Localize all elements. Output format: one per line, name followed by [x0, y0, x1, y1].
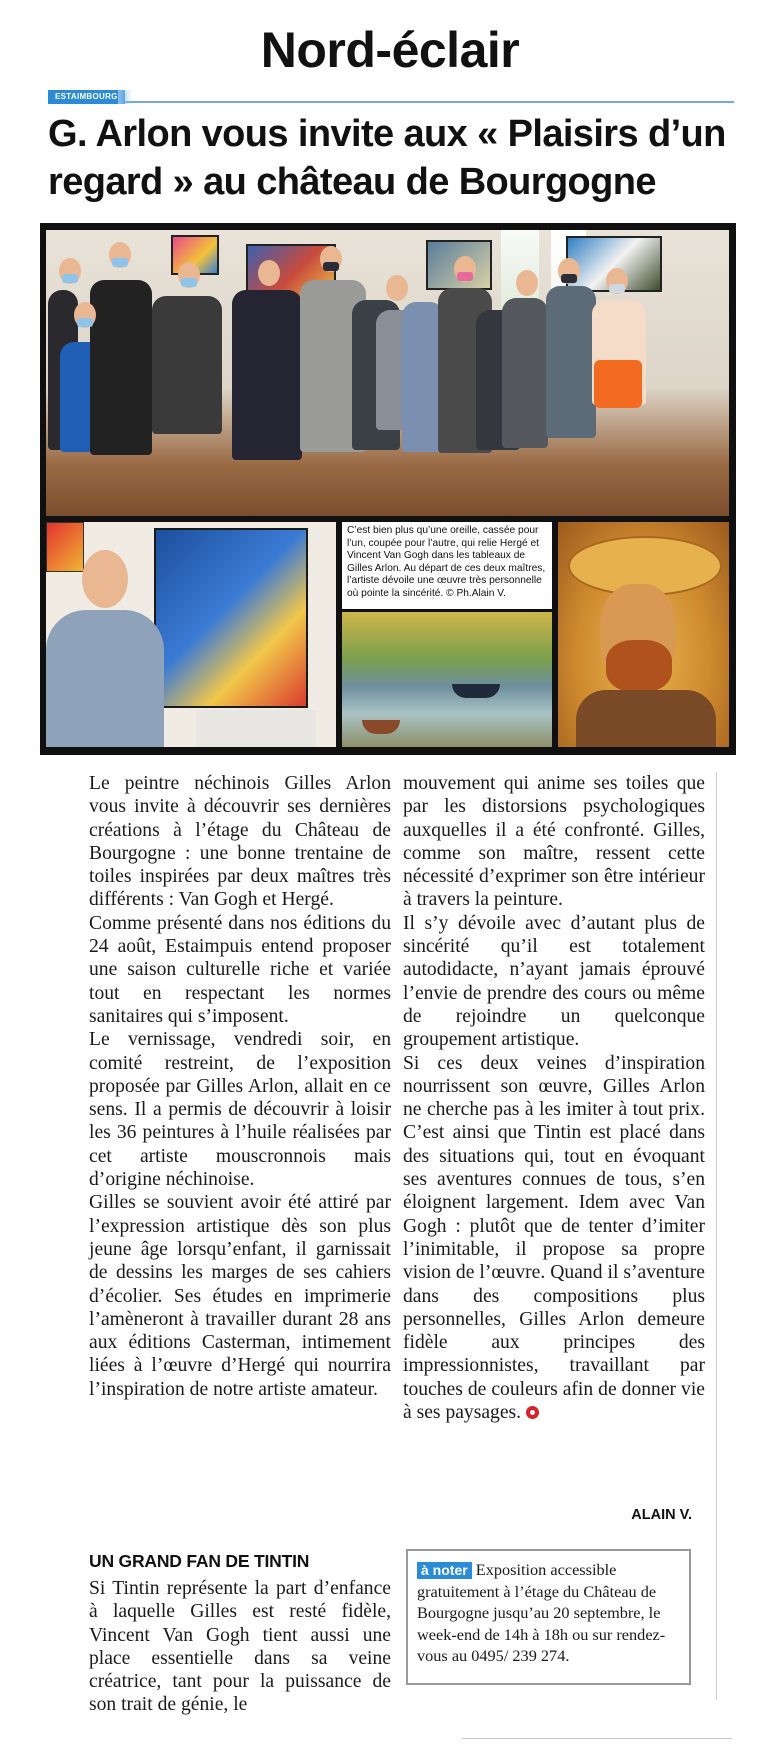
face-mask — [62, 274, 78, 283]
article-column-2 — [403, 772, 705, 1424]
article-subheading: UN GRAND FAN DE TINTIN — [89, 1551, 310, 1571]
face-mask — [112, 258, 128, 267]
artist-face — [82, 550, 128, 608]
vangogh-self-portrait-photo — [558, 522, 729, 747]
end-of-article-icon — [526, 1406, 539, 1419]
article-column-1-continued — [89, 1577, 391, 1717]
article-headline: G. Arlon vous invite aux « Plaisirs d’un regard » au château de Bourgogne — [48, 113, 726, 203]
wall-painting — [46, 522, 84, 572]
person — [546, 286, 596, 438]
group-photo — [46, 230, 729, 516]
boat — [362, 720, 400, 734]
river-painting-photo — [342, 612, 552, 747]
face — [516, 270, 538, 296]
paragraph: Il s’y dévoile avec d’autant plus de sincérité qu’il est totalement autodidacte, n’ayant jamais éprouvé l’envie de prendre des cours ou même de rejoindre un quelconque groupement artistique. — [403, 912, 705, 1051]
note-badge: à noter — [417, 1562, 472, 1579]
person — [594, 360, 642, 408]
face-mask — [77, 318, 93, 327]
paragraph: mouvement qui anime ses toiles que par les distorsions psychologiques auxquelles il a été confronté. Gilles, comme son maître, ressent cette nécessité d’exprimer son être intérieur à travers la peinture. — [403, 773, 705, 911]
artist-figure — [46, 610, 164, 747]
section-tag-tail — [118, 90, 132, 104]
vangogh-beard — [606, 640, 672, 692]
boat — [452, 684, 500, 698]
face — [386, 275, 408, 301]
face-mask — [323, 262, 339, 271]
section-rule — [48, 101, 734, 103]
paragraph: Comme présenté dans nos éditions du 24 août, Estaimpuis entend proposer une saison culturelle riche et variée tout en respectant les normes sanitaires qui s’imposent. — [89, 912, 391, 1027]
article-column-1 — [89, 772, 391, 1401]
info-box — [406, 1549, 691, 1685]
vangogh-coat — [576, 690, 716, 747]
face-mask — [561, 274, 577, 283]
tintin-painting — [154, 528, 308, 708]
bottom-rule — [462, 1738, 732, 1739]
note-text: Exposition accessible gratuitement à l’étage du Château de Bourgogne jusqu’au 20 septembre, le week-end de 14h à 18h ou sur rendez-vous au 0495/ 239 274. — [417, 1560, 666, 1666]
paragraph: Le vernissage, vendredi soir, en comité restreint, de l’exposition proposée par Gilles Arlon, allait en ce sens. Il a permis de découvrir à loisir les 36 peintures à l’huile réalisées par cet artiste mouscronnois mais d’origine néchinoise. — [89, 1029, 391, 1191]
person — [232, 290, 302, 460]
paragraph: Le peintre néchinois Gilles Arlon vous invite à découvrir ses dernières créations à l’étage du Château de Bourgogne : une bonne trentaine de toiles inspirées par deux maîtres très différents : Van Gogh et Hergé. — [89, 773, 391, 911]
paragraph-text: Si ces deux veines d’inspiration nourrissent son œuvre, Gilles Arlon ne cherche pas à les imiter à tout prix. C’est ainsi que Tintin est placé dans des situations qui, tout en évoquant ses aventures connues de tous, s’en éloignent largement. Idem avec Van Gogh : plutôt que de tenter d’imiter l’inimitable, il propose sa propre vision de l’œuvre. Quand il s’aventure dans des compositions plus personnelles, Gilles Arlon demeure fidèle aux principes des impressionnistes, travaillant par touches de couleurs afin de donner vie à ses paysages. — [403, 1052, 705, 1424]
paragraph: Si Tintin représente la part d’enfance à laquelle Gilles est resté fidèle, Vincent Van Gogh tient aussi une place essentielle dans sa veine créatrice, tant pour la puissance de son trait de génie, le — [89, 1578, 391, 1716]
author-byline: ALAIN V. — [631, 1507, 692, 1523]
paragraph — [403, 1052, 705, 1425]
face-mask — [609, 284, 625, 293]
column-rule — [716, 772, 717, 1700]
table — [196, 710, 316, 747]
person — [152, 296, 222, 434]
paragraph: Gilles se souvient avoir été attiré par l’expression artistique dès son plus jeune âge lorsqu’enfant, il garnissait de dessins les marges de ses cahiers d’écolier. Ses études en imprimerie l’amèneront à travailler durant 28 ans aux éditions Casterman, intimement liées à l’œuvre d’Hergé qui nourrira l’inspiration de notre artiste amateur. — [89, 1192, 391, 1400]
face-mask — [457, 272, 473, 281]
face-mask — [181, 278, 197, 287]
person — [502, 298, 548, 448]
photo-caption: C’est bien plus qu’une oreille, cassée pour l’un, coupée pour l’autre, qui relie Hergé et Vincent Van Gogh dans les tableaux de Gilles Arlon. Au départ de ces deux maîtres, l’artiste dévoile une œuvre très personnelle où pointe la sincérité. © Ph.Alain V. — [342, 522, 552, 609]
section-tag: ESTAIMBOURG — [48, 90, 125, 104]
artist-portrait-photo — [46, 522, 336, 747]
newspaper-masthead: Nord-éclair — [260, 22, 520, 78]
person — [90, 280, 152, 455]
face — [258, 260, 280, 286]
